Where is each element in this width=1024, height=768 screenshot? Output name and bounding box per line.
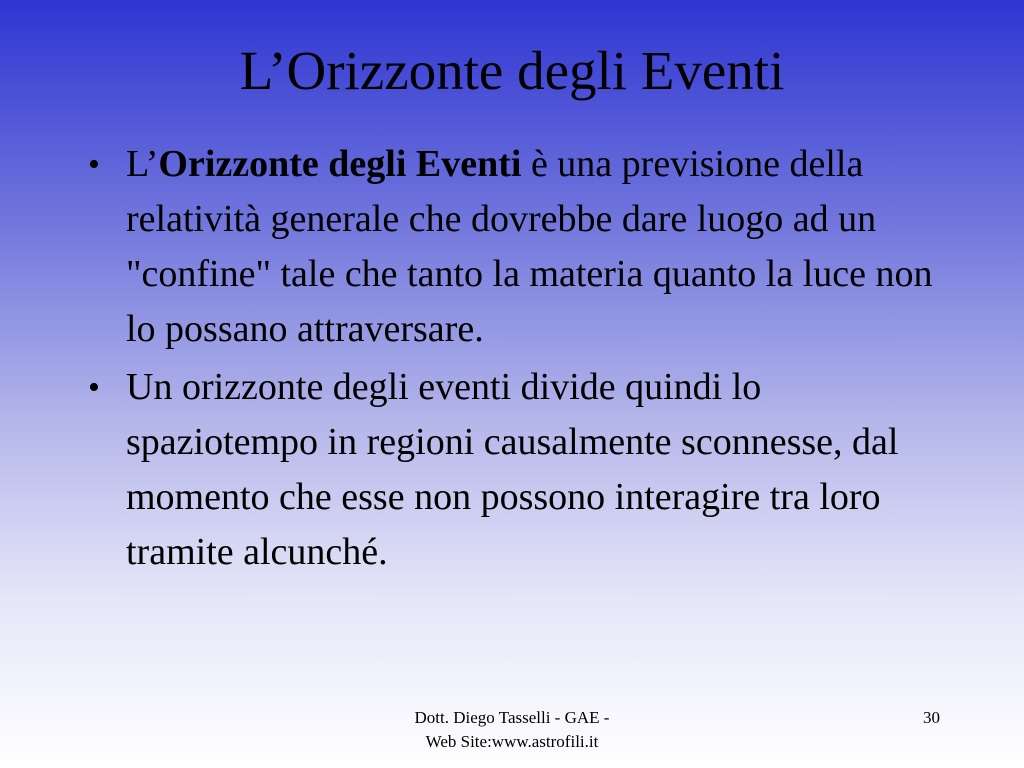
bullet-text: Un orizzonte degli eventi divide quindi lo spaziotempo in regioni causalmente sconnesse, dal momento che esse non possono interagire tra loro tramite alcunché. xyxy=(126,366,899,573)
footer-credit-line1: Dott. Diego Tasselli - GAE - xyxy=(414,708,610,727)
bullet-marker: • xyxy=(88,369,100,406)
footer-credit-line2: Web Site:www.astrofili.it xyxy=(425,732,599,751)
bullet-emphasis: Orizzonte degli Eventi xyxy=(158,143,522,185)
bullet-marker: • xyxy=(88,146,100,183)
bullet-suffix: è una previsione della relatività generale che dovrebbe dare luogo ad un "confine" tale che tanto la materia quanto la luce non lo possano attraversare. xyxy=(126,143,933,350)
bullet-item xyxy=(84,137,944,357)
slide-title: L’Orizzonte degli Eventi xyxy=(239,40,785,101)
bullet-list xyxy=(84,137,944,583)
bullet-prefix: L’ xyxy=(126,143,159,185)
page-number: 30 xyxy=(923,708,940,727)
bullet-text xyxy=(126,143,933,350)
bullet-item xyxy=(84,360,944,580)
footer-credit xyxy=(370,706,654,754)
